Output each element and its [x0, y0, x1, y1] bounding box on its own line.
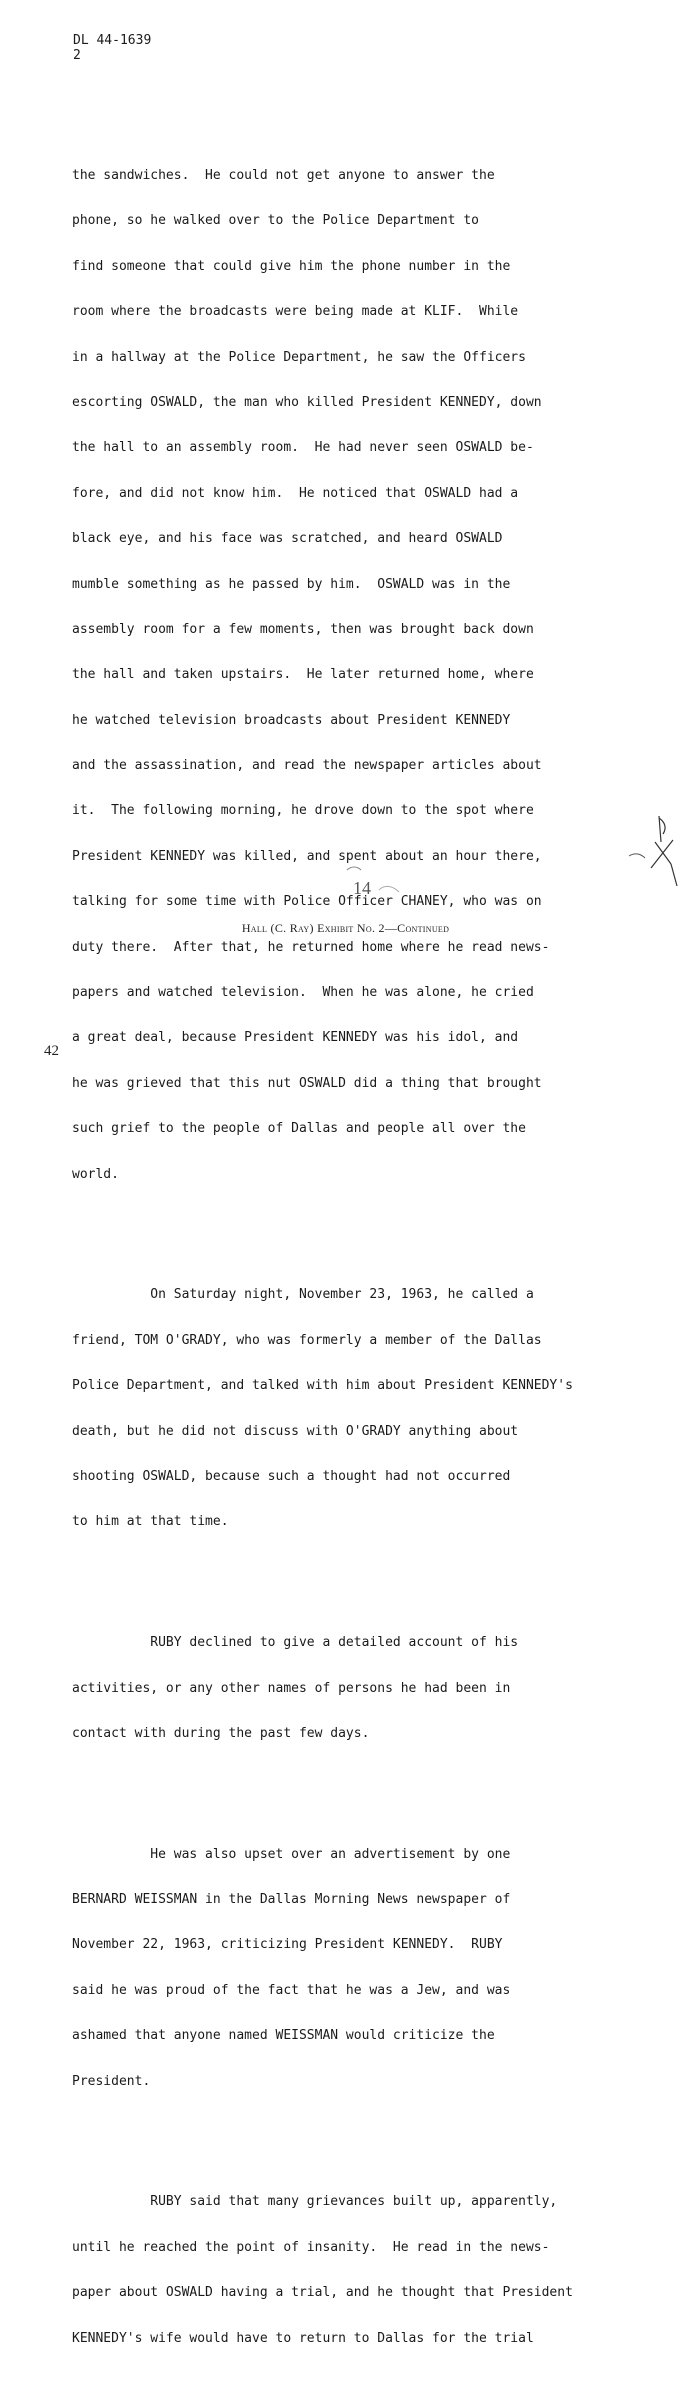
- text-line: President KENNEDY was killed, and spent about an hour there,: [72, 848, 542, 864]
- file-number: DL 44-1639: [73, 33, 152, 48]
- text-line: he watched television broadcasts about President KENNEDY: [72, 712, 511, 728]
- text-line: November 22, 1963, criticizing President KENNEDY. RUBY: [72, 1937, 503, 1953]
- paragraph-2: [72, 1257, 662, 1559]
- document-body: [72, 108, 662, 2406]
- exhibit-caption: Hall (C. Ray) Exhibit No. 2—Continued: [241, 921, 450, 935]
- text-line: RUBY said that many grievances built up, apparently,: [72, 2194, 558, 2210]
- text-line: room where the broadcasts were being made at KLIF. While: [72, 304, 519, 320]
- text-line: contact with during the past few days.: [72, 1725, 370, 1741]
- text-line: the sandwiches. He could not get anyone to answer the: [72, 168, 495, 183]
- text-line: duty there. After that, he returned home where he read news-: [72, 939, 550, 955]
- paragraph-1: [72, 138, 662, 1212]
- handwritten-initials-mark: [615, 812, 685, 892]
- page-index: 2: [73, 48, 81, 63]
- text-line: world.: [72, 1166, 119, 1182]
- text-line: RUBY declined to give a detailed account of his: [72, 1635, 519, 1651]
- text-line: find someone that could give him the phone number in the: [72, 258, 511, 274]
- paragraph-4: [72, 1817, 662, 2119]
- text-line: President.: [72, 2073, 151, 2089]
- text-line: it. The following morning, he drove down to the spot where: [72, 803, 534, 819]
- text-line: papers and watched television. When he was alone, he cried: [72, 985, 534, 1001]
- text-line: the hall to an assembly room. He had never seen OSWALD be-: [72, 440, 534, 456]
- text-line: On Saturday night, November 23, 1963, he called a: [72, 1287, 534, 1303]
- text-line: such grief to the people of Dallas and people all over the: [72, 1121, 526, 1137]
- text-line: ashamed that anyone named WEISSMAN would criticize the: [72, 2028, 495, 2044]
- text-line: to him at that time.: [72, 1514, 229, 1530]
- text-line: assembly room for a few moments, then was brought back down: [72, 621, 534, 637]
- text-line: shooting OSWALD, because such a thought had not occurred: [72, 1468, 511, 1484]
- text-line: activities, or any other names of persons he had been in: [72, 1680, 511, 1696]
- text-line: death, but he did not discuss with O'GRADY anything about: [72, 1423, 519, 1439]
- faded-stamp-mark: [335, 862, 415, 902]
- text-line: talking for some time with Police Officer CHANEY, who was on: [72, 894, 542, 910]
- text-line: black eye, and his face was scratched, and heard OSWALD: [72, 531, 503, 547]
- text-line: He was also upset over an advertisement by one: [72, 1846, 511, 1862]
- text-line: Police Department, and talked with him about President KENNEDY's: [72, 1378, 573, 1394]
- text-line: BERNARD WEISSMAN in the Dallas Morning News newspaper of: [72, 1892, 511, 1908]
- stamp-number: 14: [353, 878, 371, 898]
- text-line: mumble something as he passed by him. OSWALD was in the: [72, 576, 511, 592]
- text-line: and the assassination, and read the newspaper articles about: [72, 758, 542, 774]
- text-line: a great deal, because President KENNEDY was his idol, and: [72, 1030, 519, 1046]
- text-line: in a hallway at the Police Department, he saw the Officers: [72, 349, 526, 365]
- text-line: fore, and did not know him. He noticed that OSWALD had a: [72, 485, 519, 501]
- text-line: phone, so he walked over to the Police Department to: [72, 213, 479, 229]
- text-line: KENNEDY's wife would have to return to Dallas for the trial: [72, 2330, 534, 2346]
- text-line: escorting OSWALD, the man who killed President KENNEDY, down: [72, 394, 542, 410]
- text-line: until he reached the point of insanity. He read in the news-: [72, 2239, 550, 2255]
- page-number: 42: [44, 1043, 59, 1059]
- text-line: he was grieved that this nut OSWALD did a thing that brought: [72, 1075, 542, 1091]
- text-line: paper about OSWALD having a trial, and he thought that President: [72, 2285, 573, 2301]
- paragraph-5: [72, 2164, 662, 2376]
- text-line: friend, TOM O'GRADY, who was formerly a member of the Dallas: [72, 1332, 542, 1348]
- text-line: the hall and taken upstairs. He later returned home, where: [72, 667, 534, 683]
- paragraph-3: [72, 1605, 662, 1771]
- text-line: said he was proud of the fact that he was a Jew, and was: [72, 1982, 511, 1998]
